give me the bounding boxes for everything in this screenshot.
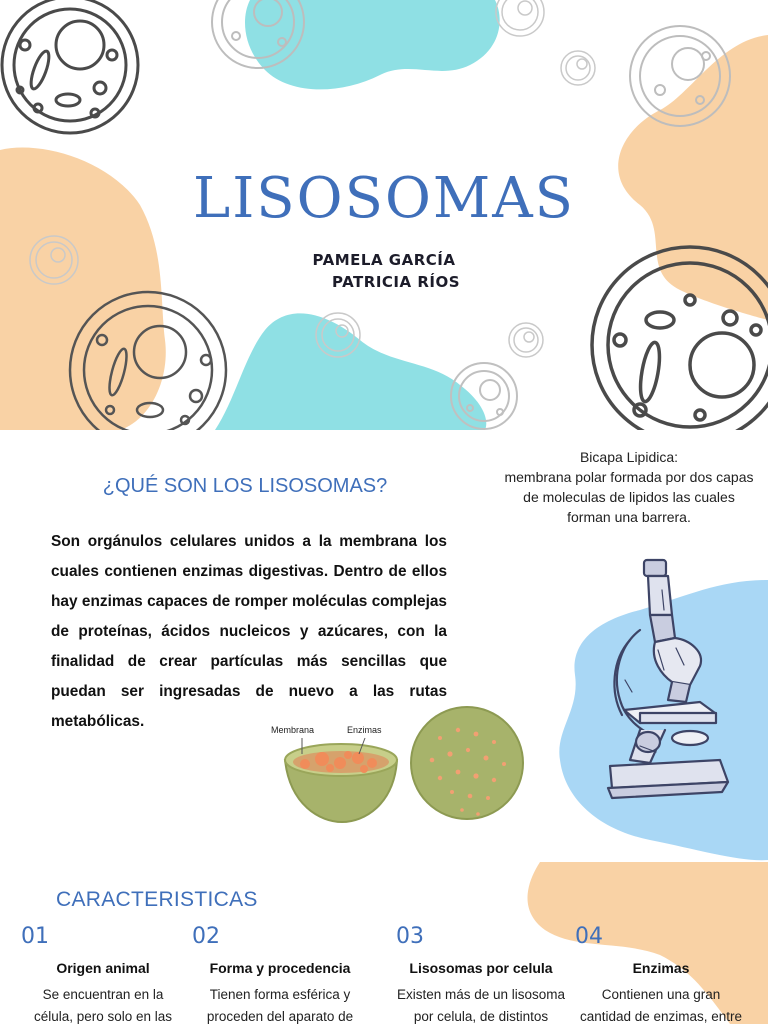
feature-text-line: por celula, de distintos [413, 1009, 549, 1024]
cell-icon-faint-small-2 [561, 51, 595, 85]
feature-title: Lisosomas por celula [409, 960, 553, 976]
feature-text [190, 984, 370, 1024]
feature-text-line: Se encuentran en la [42, 987, 164, 1002]
feature-number: 03 [396, 924, 424, 949]
feature-title: Forma y procedencia [209, 960, 351, 976]
intro-paragraph: Son orgánulos celulares unidos a la membrana los cuales contienen enzimas digestivas. Dentro de ellos hay enzimas capaces de romper moléculas complejas de proteínas, ácidos nucleicos y azúcares, con la finalidad de crear partículas más sencillas que puedan ser ingresadas de nuevo a las rutas metabólicas. [51, 533, 447, 730]
feature-text-line: proceden del aparato de [206, 1009, 354, 1024]
feature-title: Origen animal [56, 960, 150, 976]
bicapa-line: forman una barrera. [567, 509, 691, 525]
cover-slide [0, 0, 768, 430]
cyan-blob-top [245, 0, 500, 89]
lysosome-cross-section [285, 738, 397, 822]
enzimas-label: Enzimas [347, 725, 382, 735]
features-heading: CARACTERISTICAS [56, 888, 258, 911]
feature-text-line: Existen más de un lisosoma [396, 987, 566, 1002]
feature-number: 01 [21, 924, 49, 949]
feature-text [571, 984, 751, 1024]
feature-text-line: Contienen una gran [601, 987, 721, 1002]
bicapa-line: de moleculas de lipidos las cuales [523, 489, 735, 505]
feature-text [13, 984, 193, 1024]
feature-title: Enzimas [632, 960, 690, 976]
feature-number: 02 [192, 924, 220, 949]
cover-title: LISOSOMAS [193, 166, 575, 231]
author-name: PATRICIA RÍOS [331, 273, 461, 291]
feature-text-line: célula, pero solo en las [33, 1009, 173, 1024]
cell-icon-top-left [2, 0, 138, 133]
bicapa-note [490, 447, 768, 527]
feature-number: 04 [575, 924, 603, 949]
author-name: PAMELA GARCÍA [312, 251, 456, 269]
feature-text-line: cantidad de enzimas, entre [579, 1009, 743, 1024]
cyan-blob-bottom [215, 313, 486, 430]
membrana-label: Membrana [271, 725, 315, 735]
cell-icon-faint-small-4 [316, 313, 360, 357]
content-slide [0, 430, 768, 1024]
bicapa-line: membrana polar formada por dos capas [504, 469, 754, 485]
bicapa-line: Bicapa Lipidica: [579, 449, 679, 465]
feature-text [391, 984, 571, 1024]
intro-heading: ¿QUÉ SON LOS LISOSOMAS? [102, 475, 388, 497]
cell-icon-faint-small-5 [509, 323, 543, 357]
cell-icon-faint-small-1 [496, 0, 544, 36]
feature-text-line: Tienen forma esférica y [209, 987, 351, 1002]
